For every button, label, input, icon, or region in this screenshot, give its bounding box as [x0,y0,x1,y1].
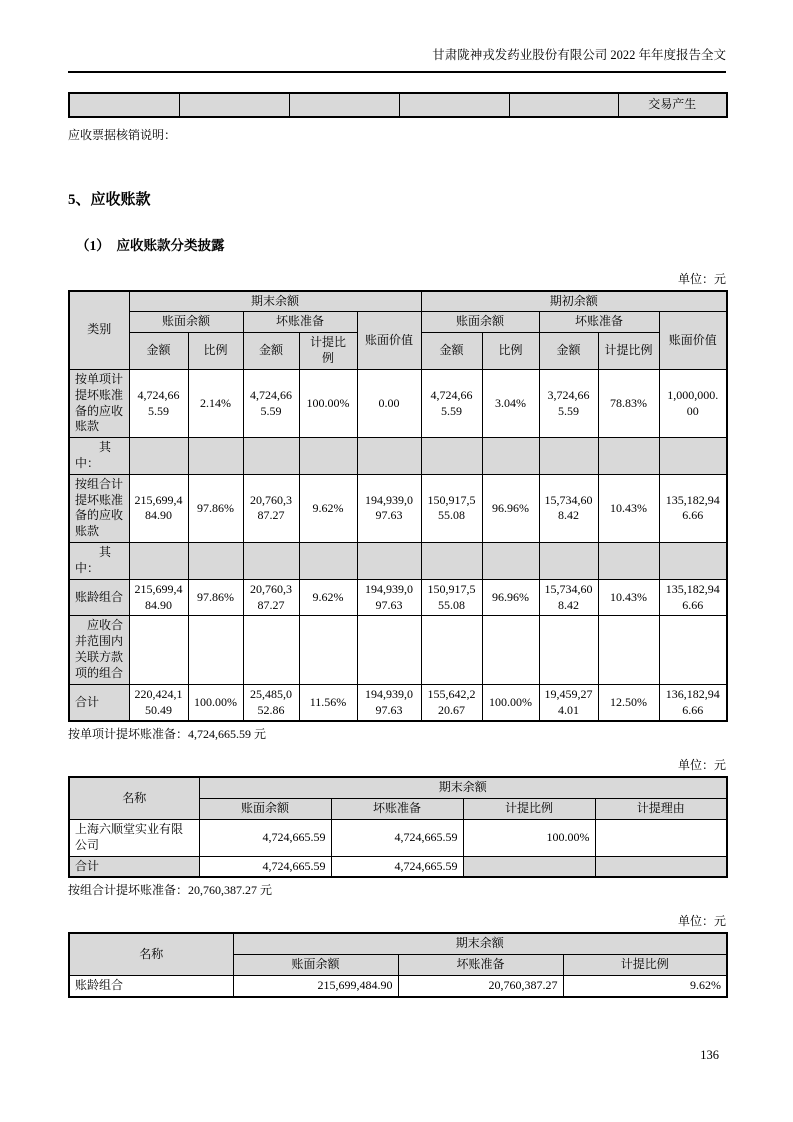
subsection-heading-classification: （1） 应收账款分类披露 [76,237,225,253]
empty-cell [188,616,243,684]
data-cell: 155,642,220.67 [421,684,482,721]
header-cell-book-balance: 账面余额 [129,312,243,333]
data-cell: 135,182,946.66 [659,474,727,542]
row-label: 按组合计提坏账准备的应收账款 [69,474,129,542]
data-cell: 3.04% [482,369,539,437]
table-row-company [69,819,727,856]
empty-cell [463,856,595,877]
data-cell: 10.43% [598,474,659,542]
empty-cell [357,438,421,475]
individual-provision-note: 按单项计提坏账准备：4,724,665.59 元 [68,727,267,742]
header-cell-period-end: 期末余额 [233,933,727,954]
empty-cell [188,543,243,580]
header-cell-name: 名称 [69,933,233,975]
header-cell-period-end: 期末余额 [199,777,727,798]
data-cell: 4,724,665.59 [199,819,331,856]
data-cell: 97.86% [188,579,243,616]
header-cell-provision-ratio: 计提比例 [299,333,357,370]
empty-cell [179,93,289,117]
header-cell-category: 类别 [69,291,129,370]
data-cell: 96.96% [482,474,539,542]
empty-cell [129,616,188,684]
data-cell: 19,459,274.01 [539,684,598,721]
row-label: 合计 [69,856,199,877]
empty-cell [299,543,357,580]
row-label: 上海六顺堂实业有限公司 [69,819,199,856]
group-provision-table [68,932,728,997]
header-cell-book-balance: 账面余额 [199,799,331,820]
bills-writeoff-note: 应收票据核销说明： [68,127,177,142]
data-cell: 4,724,665.59 [199,856,331,877]
data-cell: 100.00% [463,819,595,856]
data-cell: 100.00% [188,684,243,721]
empty-cell [539,543,598,580]
header-cell-period-begin: 期初余额 [421,291,727,312]
unit-label: 单位：元 [677,914,726,929]
header-cell-book-balance: 账面余额 [421,312,539,333]
empty-cell [539,616,598,684]
unit-label: 单位：元 [677,758,726,773]
header-row [69,933,727,954]
data-cell: 215,699,484.90 [129,579,188,616]
header-cell-bad-debt: 坏账准备 [398,954,563,975]
document-header [68,46,726,73]
empty-cell [243,438,299,475]
header-cell-book-balance: 账面余额 [233,954,398,975]
empty-cell [482,616,539,684]
empty-cell [659,616,727,684]
header-cell-provision-reason: 计提理由 [595,799,727,820]
header-cell-bad-debt: 坏账准备 [243,312,357,333]
row-label: 账龄组合 [69,975,233,996]
data-cell: 4,724,665.59 [243,369,299,437]
empty-cell [421,438,482,475]
data-cell: 0.00 [357,369,421,437]
empty-cell [243,616,299,684]
data-cell: 4,724,665.59 [331,856,463,877]
data-cell: 4,724,665.59 [331,819,463,856]
empty-cell [598,543,659,580]
empty-cell [357,543,421,580]
row-label: 其中： [69,438,129,475]
table-row-total [69,856,727,877]
empty-cell [659,438,727,475]
empty-cell [399,93,509,117]
data-cell: 100.00% [299,369,357,437]
data-cell: 215,699,484.90 [129,474,188,542]
data-cell: 2.14% [188,369,243,437]
header-cell-name: 名称 [69,777,199,819]
data-cell: 12.50% [598,684,659,721]
table-row-aging-group [69,579,727,616]
data-cell: 3,724,665.59 [539,369,598,437]
empty-cell [595,819,727,856]
empty-cell [421,616,482,684]
data-cell: 4,724,665.59 [421,369,482,437]
data-cell: 194,939,097.63 [357,684,421,721]
header-cell-amount: 金额 [539,333,598,370]
data-cell: 15,734,608.42 [539,474,598,542]
empty-cell [482,543,539,580]
empty-cell [659,543,727,580]
empty-cell [482,438,539,475]
data-cell: 20,760,387.27 [398,975,563,996]
data-cell: 交易产生 [618,93,727,117]
header-row [69,777,727,798]
data-cell: 15,734,608.42 [539,579,598,616]
data-cell: 194,939,097.63 [357,474,421,542]
empty-cell [129,438,188,475]
table-row-aging-group [69,975,727,996]
empty-cell [509,93,618,117]
data-cell: 20,760,387.27 [243,579,299,616]
empty-cell [289,93,399,117]
row-label: 账龄组合 [69,579,129,616]
empty-cell [129,543,188,580]
data-cell: 9.62% [299,474,357,542]
data-cell: 1,000,000.00 [659,369,727,437]
document-title: 甘肃陇神戎发药业股份有限公司 2022 年年度报告全文 [432,48,726,62]
table-row [69,93,727,117]
header-row [69,291,727,312]
empty-cell [299,438,357,475]
header-cell-book-value: 账面价值 [659,312,727,369]
data-cell: 78.83% [598,369,659,437]
empty-cell [243,543,299,580]
data-cell: 150,917,555.08 [421,579,482,616]
header-row [69,312,727,333]
row-label: 应收合并范围内关联方款项的组合 [69,616,129,684]
empty-cell [598,616,659,684]
data-cell: 10.43% [598,579,659,616]
header-cell-period-end: 期末余额 [129,291,421,312]
receivables-classification-table [68,290,728,723]
row-label: 其中： [69,543,129,580]
empty-cell [539,438,598,475]
header-cell-amount: 金额 [421,333,482,370]
empty-cell [299,616,357,684]
table-row-subtotal-divider [69,438,727,475]
data-cell: 194,939,097.63 [357,579,421,616]
header-cell-ratio: 比例 [482,333,539,370]
row-label: 合计 [69,684,129,721]
empty-cell [595,856,727,877]
data-cell: 135,182,946.66 [659,579,727,616]
group-provision-note: 按组合计提坏账准备：20,760,387.27 元 [68,883,273,898]
data-cell: 25,485,052.86 [243,684,299,721]
header-cell-bad-debt: 坏账准备 [539,312,659,333]
data-cell: 11.56% [299,684,357,721]
page-number: 136 [700,1048,719,1062]
empty-cell [421,543,482,580]
table-row-related-party-group [69,616,727,684]
empty-cell [598,438,659,475]
individual-provision-table [68,776,728,878]
data-cell: 220,424,150.49 [129,684,188,721]
data-cell: 100.00% [482,684,539,721]
data-cell: 97.86% [188,474,243,542]
header-cell-ratio: 比例 [188,333,243,370]
header-cell-amount: 金额 [129,333,188,370]
data-cell: 215,699,484.90 [233,975,398,996]
row-label: 按单项计提坏账准备的应收账款 [69,369,129,437]
unit-label: 单位：元 [677,271,726,286]
empty-cell [69,93,179,117]
header-cell-provision-ratio: 计提比例 [598,333,659,370]
data-cell: 9.62% [563,975,727,996]
table-row-total [69,684,727,721]
header-cell-bad-debt: 坏账准备 [331,799,463,820]
data-cell: 20,760,387.27 [243,474,299,542]
table-row-group-provision [69,474,727,542]
data-cell: 4,724,665.59 [129,369,188,437]
data-cell: 96.96% [482,579,539,616]
table-row-subtotal-divider [69,543,727,580]
header-cell-amount: 金额 [243,333,299,370]
table-row-individual-provision [69,369,727,437]
header-cell-book-value: 账面价值 [357,312,421,369]
data-cell: 150,917,555.08 [421,474,482,542]
data-cell: 9.62% [299,579,357,616]
empty-cell [357,616,421,684]
header-cell-provision-ratio: 计提比例 [463,799,595,820]
section-heading-receivables: 5、应收账款 [68,191,151,208]
empty-cell [188,438,243,475]
bills-table-fragment [68,92,728,118]
data-cell: 136,182,946.66 [659,684,727,721]
header-cell-provision-ratio: 计提比例 [563,954,727,975]
